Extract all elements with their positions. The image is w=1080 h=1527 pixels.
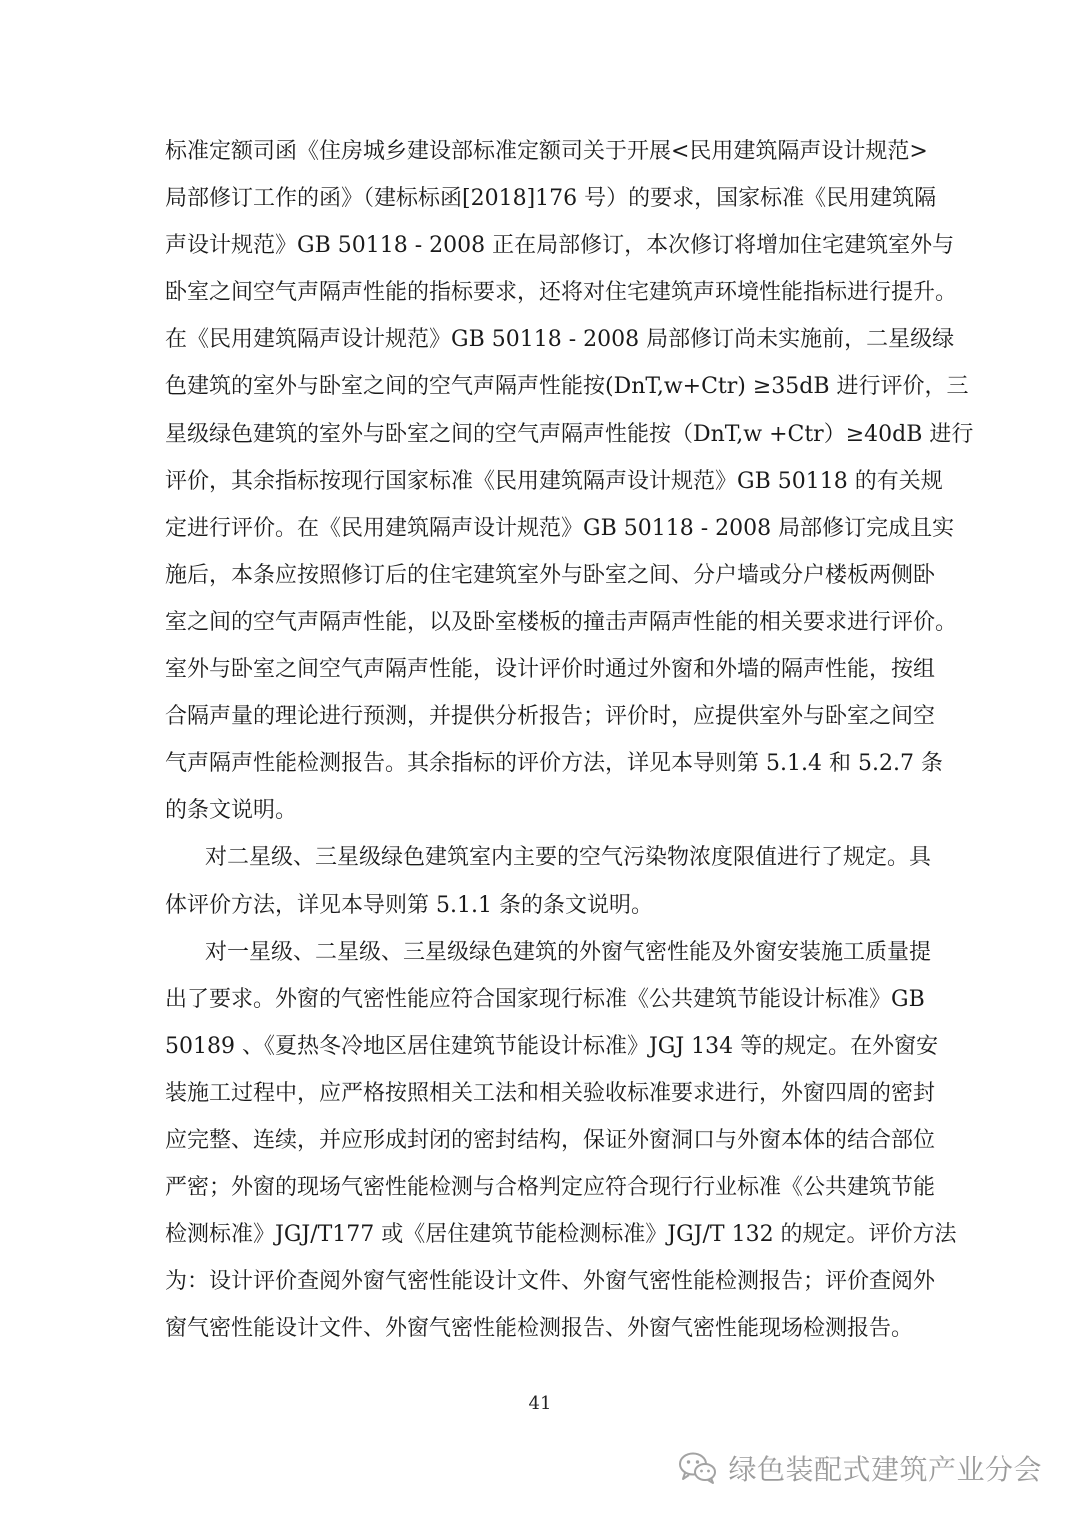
text-line: 对二星级、三星级绿色建筑室内主要的空气污染物浓度限值进行了规定。具: [205, 845, 932, 871]
text-line: 严密；外窗的现场气密性能检测与合格判定应符合现行行业标准《公共建筑节能: [165, 1175, 936, 1201]
text-line: 评价，其余指标按现行国家标准《民用建筑隔声设计规范》GB 50118 的有关规: [165, 468, 943, 494]
text-line: 标准定额司函《住房城乡建设部标准定额司关于开展<民用建筑隔声设计规范>: [165, 139, 928, 164]
text-line: 50189 、《夏热冬冷地区居住建筑节能设计标准》JGJ 134 等的规定。在外窗安: [165, 1033, 939, 1059]
text-line: 装施工过程中，应严格按照相关工法和相关验收标准要求进行，外窗四周的密封: [165, 1080, 936, 1106]
watermark: [678, 1448, 1042, 1488]
body-text: [165, 128, 974, 1352]
text-line: 局部修订工作的函》（建标标函[2018]176 号）的要求，国家标准《民用建筑隔: [165, 186, 937, 212]
text-line: 合隔声量的理论进行预测，并提供分析报告；评价时，应提供室外与卧室之间空: [165, 704, 936, 730]
page-number: 41: [528, 1393, 552, 1414]
text-line: 定进行评价。在《民用建筑隔声设计规范》GB 50118 - 2008 局部修订完成且实: [165, 515, 955, 541]
text-line: 出了要求。外窗的气密性能应符合国家现行标准《公共建筑节能设计标准》GB: [165, 986, 925, 1012]
wechat-icon: [678, 1451, 718, 1485]
text-line: 在《民用建筑隔声设计规范》GB 50118 - 2008 局部修订尚未实施前，二星级绿: [165, 327, 955, 353]
text-line: 气声隔声性能检测报告。其余指标的评价方法，详见本导则第 5.1.4 和 5.2.7 条: [165, 751, 943, 777]
text-line: 室之间的空气声隔声性能，以及卧室楼板的撞击声隔声性能的相关要求进行评价。: [165, 609, 958, 635]
text-line: 体评价方法，详见本导则第 5.1.1 条的条文说明。: [165, 892, 653, 918]
watermark-text: 绿色装配式建筑产业分会: [728, 1453, 1042, 1486]
text-line: 为：设计评价查阅外窗气密性能设计文件、外窗气密性能检测报告；评价查阅外: [165, 1269, 936, 1295]
text-line: 对一星级、二星级、三星级绿色建筑的外窗气密性能及外窗安装施工质量提: [205, 939, 932, 965]
text-line: 检测标准》JGJ/T177 或《居住建筑节能检测标准》JGJ/T 132 的规定。评价方法: [165, 1222, 957, 1248]
text-line: 的条文说明。: [165, 798, 298, 824]
text-line: 声设计规范》GB 50118 - 2008 正在局部修订，本次修订将增加住宅建筑室外与: [165, 233, 955, 259]
text-line: 星级绿色建筑的室外与卧室之间的空气声隔声性能按（DnT,w +Ctr）≥40dB 进行: [165, 421, 974, 447]
text-line: 室外与卧室之间空气声隔声性能，设计评价时通过外窗和外墙的隔声性能，按组: [165, 657, 936, 683]
text-line: 窗气密性能设计文件、外窗气密性能检测报告、外窗气密性能现场检测报告。: [165, 1316, 914, 1342]
text-line: 色建筑的室外与卧室之间的空气声隔声性能按(DnT,w+Ctr) ≥35dB 进行评价，三: [165, 374, 969, 400]
text-line: 应完整、连续，并应形成封闭的密封结构，保证外窗洞口与外窗本体的结合部位: [165, 1127, 936, 1153]
text-line: 施后，本条应按照修订后的住宅建筑室外与卧室之间、分户墙或分户楼板两侧卧: [165, 562, 936, 588]
text-line: 卧室之间空气声隔声性能的指标要求，还将对住宅建筑声环境性能指标进行提升。: [165, 280, 958, 306]
